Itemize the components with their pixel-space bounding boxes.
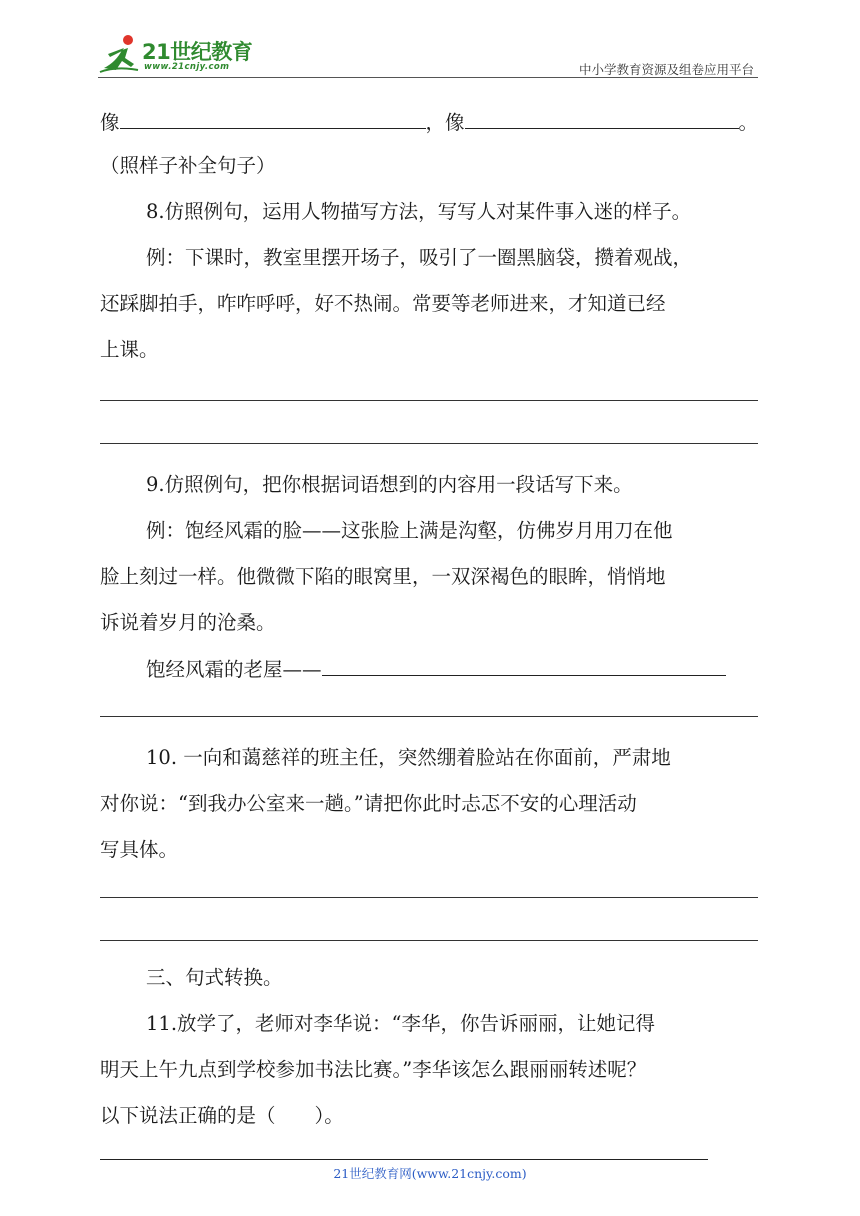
q9-blank[interactable] xyxy=(322,655,726,676)
q8-example-line3: 上课。 xyxy=(100,338,159,361)
q8-answer-line-2[interactable] xyxy=(100,443,758,444)
platform-label: 中小学教育资源及组卷应用平台 xyxy=(578,62,754,77)
footer-text: 21世纪教育网(www.21cnjy.com) xyxy=(333,1166,527,1181)
section3-title: 三、句式转换。 xyxy=(146,966,283,989)
page-header xyxy=(98,32,758,78)
q11-line3: 以下说法正确的是（ ）。 xyxy=(100,1104,344,1127)
q11-line1: 11.放学了，老师对李华说：“李华，你告诉丽丽，让她记得 xyxy=(146,1012,655,1035)
q8-example-line1: 例：下课时，教室里摆开场子，吸引了一圈黑脑袋，攒着观战， xyxy=(146,246,693,269)
footer-divider xyxy=(100,1159,708,1160)
q7-blank-1[interactable] xyxy=(120,108,426,129)
q7-end: 。 xyxy=(738,111,759,134)
q7-note: （照样子补全句子） xyxy=(100,154,276,177)
q9-answer-line[interactable] xyxy=(100,716,758,717)
q9-prompt: 饱经风霜的老屋—— xyxy=(146,658,322,681)
q7-comma: ，像 xyxy=(425,111,465,134)
q9-example-line1: 例：饱经风霜的脸——这张脸上满是沟壑，仿佛岁月用刀在他 xyxy=(146,519,673,542)
q10-line3: 写具体。 xyxy=(100,838,179,861)
logo xyxy=(98,32,268,76)
q7-fill-line xyxy=(100,108,758,137)
q10-answer-line-1[interactable] xyxy=(100,897,758,898)
logo-url: www.21cnjy.com xyxy=(144,62,230,72)
q8-example-line2: 还踩脚拍手，咋咋呼呼，好不热闹。常要等老师进来，才知道已经 xyxy=(100,292,666,315)
q7-blank-2[interactable] xyxy=(465,108,739,129)
q9-title: 9.仿照例句，把你根据词语想到的内容用一段话写下来。 xyxy=(146,473,633,496)
q7-lead: 像 xyxy=(100,111,120,134)
logo-text: 21世纪教育 xyxy=(142,40,253,64)
q8-title: 8.仿照例句，运用人物描写方法，写写人对某件事入迷的样子。 xyxy=(146,200,692,223)
q9-example-line3: 诉说着岁月的沧桑。 xyxy=(100,611,276,634)
q11-line2: 明天上午九点到学校参加书法比赛。”李华该怎么跟丽丽转述呢？ xyxy=(100,1058,647,1081)
runner-logo-icon xyxy=(98,32,142,76)
header-divider xyxy=(98,77,758,78)
q10-line2: 对你说：“到我办公室来一趟。”请把你此时忐忑不安的心理活动 xyxy=(100,792,637,815)
q8-answer-line-1[interactable] xyxy=(100,400,758,401)
q9-example-line2: 脸上刻过一样。他微微下陷的眼窝里，一双深褐色的眼眸，悄悄地 xyxy=(100,565,666,588)
q10-answer-line-2[interactable] xyxy=(100,940,758,941)
q9-prompt-line xyxy=(146,655,726,684)
q10-line1: 10. 一向和蔼慈祥的班主任，突然绷着脸站在你面前，严肃地 xyxy=(146,746,671,769)
